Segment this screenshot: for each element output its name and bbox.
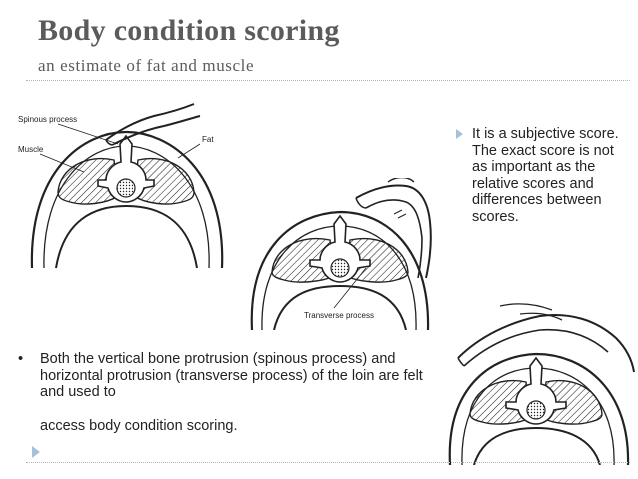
- fat-label: Fat: [202, 135, 214, 144]
- subjective-score-bullet: [462, 126, 622, 226]
- spinous-process-label: Spinous process: [18, 115, 78, 124]
- bone-protrusion-text: Both the vertical bone protrusion (spinous process) and horizontal protrusion (transverse process) of the loin are felt and used to: [40, 351, 423, 401]
- transverse-process-diagram: [238, 178, 448, 330]
- bullet-dot: •: [18, 351, 24, 367]
- muscle-label: Muscle: [18, 145, 44, 154]
- loin-cross-section-diagram: [14, 100, 239, 270]
- subjective-score-text: It is a subjective score. The exact score is not as important as the relative scores and differences between scores.: [472, 126, 619, 225]
- footer-arrow-icon: [32, 446, 40, 458]
- transverse-process-label: Transverse process: [304, 311, 374, 320]
- triangle-arrow-icon: [456, 129, 463, 139]
- footer-divider: [26, 462, 630, 463]
- slide-subtitle: an estimate of fat and muscle: [38, 56, 255, 75]
- palm-over-loin-diagram: [440, 300, 638, 465]
- slide-title: Body condition scoring: [38, 14, 340, 47]
- bone-protrusion-continued: access body condition scoring.: [40, 418, 238, 434]
- title-divider: [26, 80, 630, 81]
